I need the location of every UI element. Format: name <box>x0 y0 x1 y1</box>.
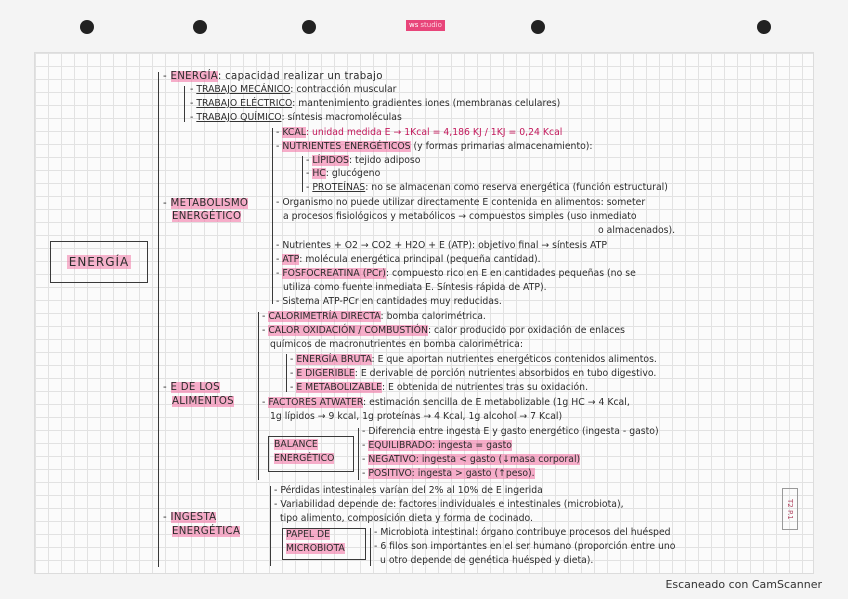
organismo-line-3: o almacenados). <box>598 225 676 236</box>
main-title-box <box>50 241 148 283</box>
main-title: ENERGÍA <box>68 255 130 269</box>
atwater-row-2: 1g lípidos → 9 kcal, 1g proteínas → 4 Kcal, 1g alcohol → 7 Kcal) <box>270 411 563 422</box>
balance-item: - Diferencia entre ingesta E y gasto energético (ingesta - gasto) <box>362 426 659 437</box>
papel-brace <box>370 528 371 566</box>
energia-item: - TRABAJO MECÁNICO: contracción muscular <box>190 84 397 95</box>
balance-title: BALANCE <box>274 439 318 450</box>
balance-brace <box>358 428 359 480</box>
organismo-line-2: a procesos fisiológicos y metabólicos → compuestos simples (uso inmediato <box>283 211 637 222</box>
nutriente-item: - PROTEÍNAS: no se almacenan como reserva energética (función estructural) <box>306 182 668 193</box>
calor-brace <box>286 354 287 392</box>
energia-item: - TRABAJO ELÉCTRICO: mantenimiento gradientes iones (membranas celulares) <box>190 98 561 109</box>
balance-item: - POSITIVO: ingesta > gasto (↑peso). <box>362 468 535 479</box>
punch-hole <box>302 20 316 34</box>
papel-title: PAPEL DE <box>286 529 331 540</box>
papel-item: u otro depende de genética huésped y dieta). <box>380 555 594 566</box>
energia-row: - ENERGÍA: capacidad realizar un trabajo <box>163 71 383 82</box>
ingesta-brace <box>270 486 271 566</box>
energia-title: ENERGÍA <box>170 71 218 82</box>
nutriente-item: - HC: glucógeno <box>306 168 381 179</box>
ingesta-item: - Pérdidas intestinales varían del 2% al 10% de E ingerida <box>274 485 543 496</box>
kcal-row: - KCAL: unidad medida E → 1Kcal = 4,186 KJ / 1KJ = 0,24 Kcal <box>276 127 563 138</box>
main-brace <box>158 72 159 567</box>
balance-item: - EQUILIBRADO: ingesta = gasto <box>362 440 512 451</box>
fosfo-row-2: utiliza como fuente inmediata E. Síntesis rápida de ATP). <box>283 282 547 293</box>
metabolismo-title: - METABOLISMO <box>163 198 249 209</box>
punch-hole <box>531 20 545 34</box>
metabolismo-title-2: ENERGÉTICO <box>172 211 242 222</box>
nutriente-item: - LÍPIDOS: tejido adiposo <box>306 155 421 166</box>
balance-item: - NEGATIVO: ingesta < gasto (↓masa corporal) <box>362 454 581 465</box>
brand-logo: ws studio <box>406 20 445 31</box>
punch-hole <box>80 20 94 34</box>
atwater-row: - FACTORES ATWATER: estimación sencilla de E metabolizable (1g HC → 4 Kcal, <box>262 397 630 408</box>
calor-item: - ENERGÍA BRUTA: E que aportan nutrientes energéticos contenidos alimentos. <box>290 354 657 365</box>
alimentos-brace <box>258 312 259 480</box>
papel-item: - 6 filos son importantes en el ser humano (proporción entre uno <box>374 541 676 552</box>
nutrientes-row: - NUTRIENTES ENERGÉTICOS (y formas primarias almacenamiento): <box>276 141 593 152</box>
energia-def: : capacidad realizar un trabajo <box>217 71 383 82</box>
energia-brace <box>184 86 185 122</box>
ingesta-item: tipo alimento, composición dieta y forma de cocinado. <box>280 513 533 524</box>
balance-title-2: ENERGÉTICO <box>274 453 335 464</box>
papel-title-2: MICROBIOTA <box>286 543 345 554</box>
calor-item: - E METABOLIZABLE: E obtenida de nutrientes tras su oxidación. <box>290 382 589 393</box>
energia-item: - TRABAJO QUÍMICO: síntesis macromoléculas <box>190 112 402 123</box>
fosfo-row: - FOSFOCREATINA (PCr): compuesto rico en E en cantidades pequeñas (no se <box>276 268 636 279</box>
punch-hole <box>757 20 771 34</box>
calor-row: - CALOR OXIDACIÓN / COMBUSTIÓN: calor producido por oxidación de enlaces <box>262 325 625 336</box>
scanner-watermark: Escaneado con CamScanner <box>665 578 822 591</box>
alimentos-title-2: ALIMENTOS <box>172 396 234 407</box>
ingesta-title: - INGESTA <box>163 512 217 523</box>
organismo-line-1: - Organismo no puede utilizar directamente E contenida en alimentos: someter <box>276 197 646 208</box>
ingesta-item: - Variabilidad depende de: factores individuales e intestinales (microbiota), <box>274 499 624 510</box>
punch-hole <box>193 20 207 34</box>
metabolismo-brace <box>272 128 273 304</box>
reaccion-row: - Nutrientes + O2 → CO2 + H2O + E (ATP): objetivo final → síntesis ATP <box>276 240 607 251</box>
sistema-row: - Sistema ATP-PCr en cantidades muy reducidas. <box>276 296 502 307</box>
nutrientes-brace <box>302 156 303 192</box>
calor-row-2: químicos de macronutrientes en bomba calorimétrica: <box>270 339 523 350</box>
alimentos-title: - E DE LOS <box>163 382 220 393</box>
atp-row: - ATP: molécula energética principal (pequeña cantidad). <box>276 254 541 265</box>
ingesta-title-2: ENERGÉTICA <box>172 526 241 537</box>
papel-item: - Microbiota intestinal: órgano contribuye procesos del huésped <box>374 527 671 538</box>
calorimetria-row: - CALORIMETRÍA DIRECTA: bomba calorimétrica. <box>262 311 486 322</box>
calor-item: - E DIGERIBLE: E derivable de porción nutrientes absorbidos en tubo digestivo. <box>290 368 657 379</box>
side-tag: T2 P.1 <box>782 488 798 530</box>
